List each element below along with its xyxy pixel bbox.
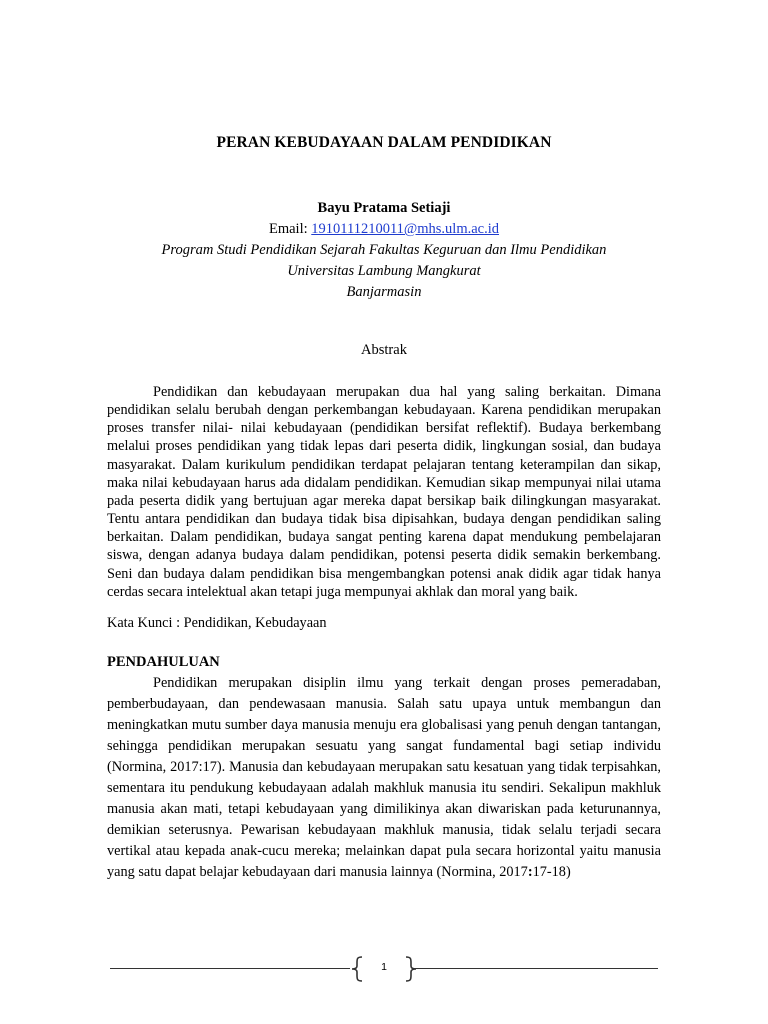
footer-rule-right [412,968,658,969]
introduction-paragraph [107,673,661,883]
footer-rule-left [110,968,350,969]
page-number: 1 [381,961,387,973]
author-email-line [0,219,768,240]
citation-pages: 17-18) [532,864,571,881]
author-block [0,198,768,303]
abstract-paragraph: Pendidikan dan kebudayaan merupakan dua hal yang saling berkaitan. Dimana pendidikan selalu berubah dengan perkembangan kebudayaan. Karena pendidikan merupakan proses transfer nilai- nilai kebudayaan (pendidikan bersifat reflektif). Budaya berkembang melalui proses pendidikan yang tidak lepas dari peserta didik, lingkungan sosial, dan budaya masyarakat. Dalam kurikulum pendidikan terdapat pelajaran tentang keterampilan dan sikap, maka nilai kebudayaan harus ada didalam pendidikan. Kemudian sikap mempunyai nilai utama pada peserta didik yang bertujuan agar mereka dapat bersikap baik dilingkungan masyarakat. Tentu antara pendidikan dan budaya tidak bisa dipisahkan, budaya dengan pendidikan saling berkaitan. Dalam pendidikan, budaya sangat penting karena dapat mendukung pembelajaran siswa, dengan adanya budaya dalam pendidikan, potensi peserta didik semakin berkembang. Seni dan budaya dalam pendidikan bisa mengembangkan potensi anak didik agar tidak hanya cerdas secara intelektual akan tetapi juga mempunyai akhlak dan moral yang baik. [107,384,661,600]
author-name: Bayu Pratama Setiaji [317,200,451,216]
abstract-heading: Abstrak [361,342,407,358]
introduction-text: Pendidikan merupakan disiplin ilmu yang terkait dengan proses pemeradaban, pemberbudayaan, dan pendewasaan manusia. Salah satu upaya untuk membangun dan meningkatkan mutu sumber daya manusia menuju era globalisasi yang penuh dengan tantangan, sehingga pendidikan merupakan sesuatu yang sangat fundamental bagi setiap individu (Normina, 2017:17). Manusia dan kebudayaan merupakan satu kesatuan yang tidak terpisahkan, sementara itu pendukung kebudayaan adalah makhluk manusia itu sendiri. Sekalipun makhluk manusia akan mati, tetapi kebudayaan yang dimilikinya akan diwariskan pada keturunannya, demikian seterusnya. Pewarisan kebudayaan makhluk manusia, tidak selalu terjadi secara vertikal atau kepada anak-cucu mereka; melainkan dapat pula secara horizontal yaitu manusia yang satu dapat belajar kebudayaan dari manusia lainnya (Normina, 2017 [107,675,661,881]
affiliation-program: Program Studi Pendidikan Sejarah Fakultas Keguruan dan Ilmu Pendidikan [161,242,607,258]
keywords-line: Kata Kunci : Pendidikan, Kebudayaan [107,615,327,631]
affiliation-university: Universitas Lambung Mangkurat [287,263,481,279]
introduction-body [107,673,661,883]
section-heading-introduction: PENDAHULUAN [107,654,220,670]
email-label: Email: [268,221,312,237]
right-brace-icon [402,956,418,982]
paper-title: PERAN KEBUDAYAAN DALAM PENDIDIKAN [216,134,552,151]
page-footer [110,956,658,982]
abstract-body [107,383,661,601]
email-link[interactable]: 1910111210011@mhs.ulm.ac.id [311,221,500,237]
affiliation-city: Banjarmasin [346,284,422,300]
citation-colon: : [527,864,533,881]
left-brace-icon [350,956,366,982]
